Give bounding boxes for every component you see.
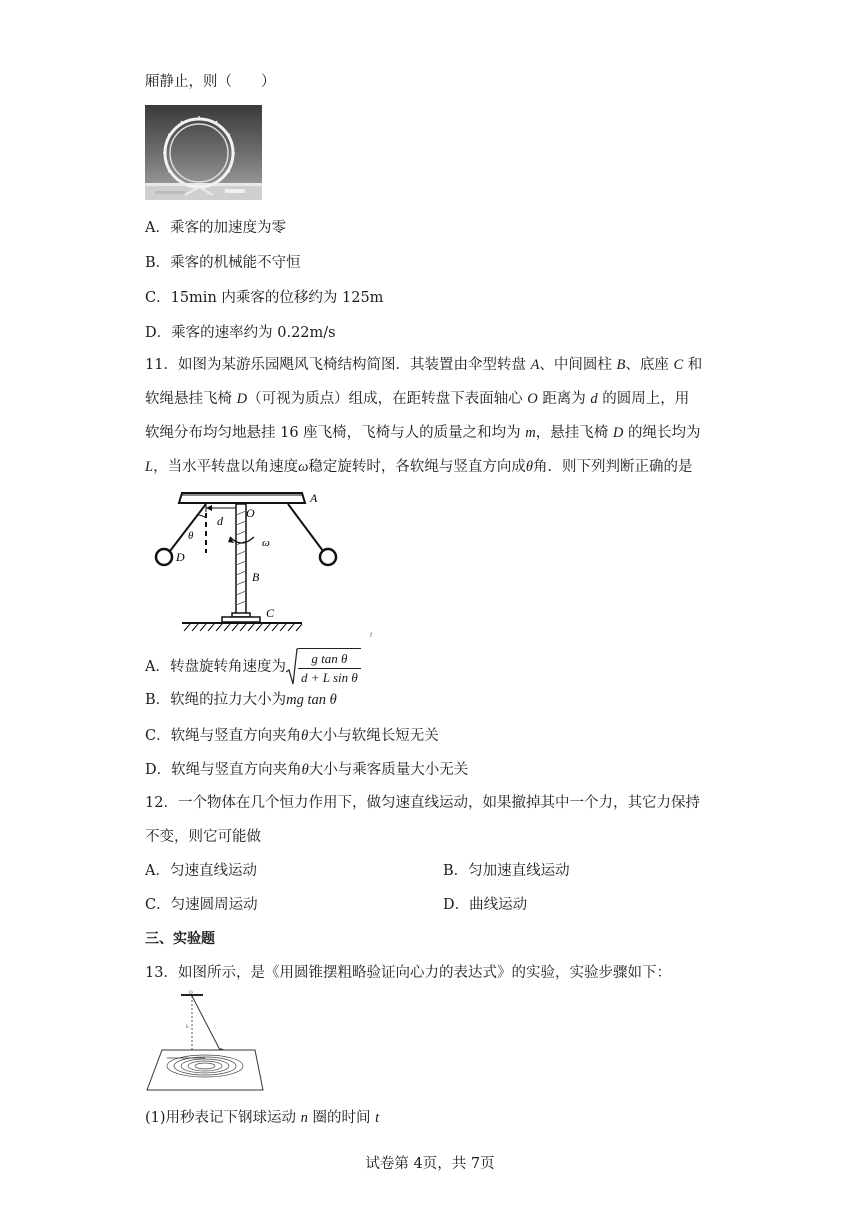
q10-option-a: A．乘客的加速度为零: [145, 220, 286, 236]
label-t: t: [370, 630, 373, 639]
q10-stem-tail: 厢静止，则（ ）: [145, 74, 276, 90]
q11-stem-line3: 软绳分布均匀地悬挂 16 座飞椅，飞椅与人的质量之和均为 m，悬挂飞椅 D 的绳长均为: [145, 425, 701, 441]
q12-option-d: D．曲线运动: [443, 897, 528, 913]
q12-stem-line2: 不变，则它可能做: [145, 829, 261, 845]
q10-option-d: D．乘客的速率约为 0.22m/s: [145, 325, 336, 341]
label-o: O: [246, 506, 255, 520]
q13-step1: (1)用秒表记下钢球运动 n 圈的时间 t: [145, 1110, 380, 1126]
q10-option-b: B．乘客的机械能不守恒: [145, 255, 301, 271]
q12-option-b: B．匀加速直线运动: [443, 863, 570, 879]
ferris-wheel-photo: [145, 105, 262, 200]
q10-option-c: C．15min 内乘客的位移约为 125m: [145, 290, 384, 306]
q11-stem-line2: 软绳悬挂飞椅 D（可视为质点）组成，在距转盘下表面轴心 O 距离为 d 的圆周上，用: [145, 391, 690, 407]
flying-chair-diagram: [150, 485, 380, 640]
page-footer: 试卷第 4页，共 7页: [365, 1156, 495, 1172]
q11-stem-line1: 11．如图为某游乐园飓风飞椅结构简图．其装置由伞型转盘 A、中间圆柱 B、底座 C 和: [145, 357, 703, 373]
q13-stem: 13．如图所示，是《用圆锥摆粗略验证向心力的表达式》的实验，实验步骤如下：: [145, 965, 671, 981]
q12-option-a: A．匀速直线运动: [145, 863, 257, 879]
label-omega: ω: [262, 537, 270, 549]
label-a: A: [310, 491, 318, 505]
q11-option-c: C．软绳与竖直方向夹角θ大小与软绳长短无关: [145, 728, 439, 744]
q12-stem-line1: 12．一个物体在几个恒力作用下，做匀速直线运动，如果撤掉其中一个力，其它力保持: [145, 795, 700, 811]
label-theta: θ: [188, 530, 194, 542]
label-b: B: [252, 570, 260, 584]
label-d: d: [217, 514, 223, 528]
label-o: O: [189, 991, 193, 996]
q11-stem-line4: L，当水平转盘以角速度ω稳定旋转时，各软绳与竖直方向成θ角．则下列判断正确的是: [145, 459, 693, 475]
label-h: h: [186, 1025, 189, 1030]
q11-option-d: D．软绳与竖直方向夹角θ大小与乘客质量大小无关: [145, 762, 469, 778]
conical-pendulum-diagram: [145, 990, 265, 1096]
sqrt-expression: $\frac{\text{g tan θ}}{\text{d + L sin θ}}$: [286, 648, 361, 686]
q11-option-a: A．转盘旋转角速度为 $\frac{\text{g tan θ}}{\text{d + L sin θ}}$: [145, 648, 361, 686]
section-heading: 三、实验题: [145, 931, 215, 947]
q11-option-b: B．软绳的拉力大小为mg tan θ: [145, 692, 337, 708]
label-c: C: [266, 606, 275, 620]
q12-option-c: C．匀速圆周运动: [145, 897, 258, 913]
label-d-chair: D: [176, 550, 185, 564]
